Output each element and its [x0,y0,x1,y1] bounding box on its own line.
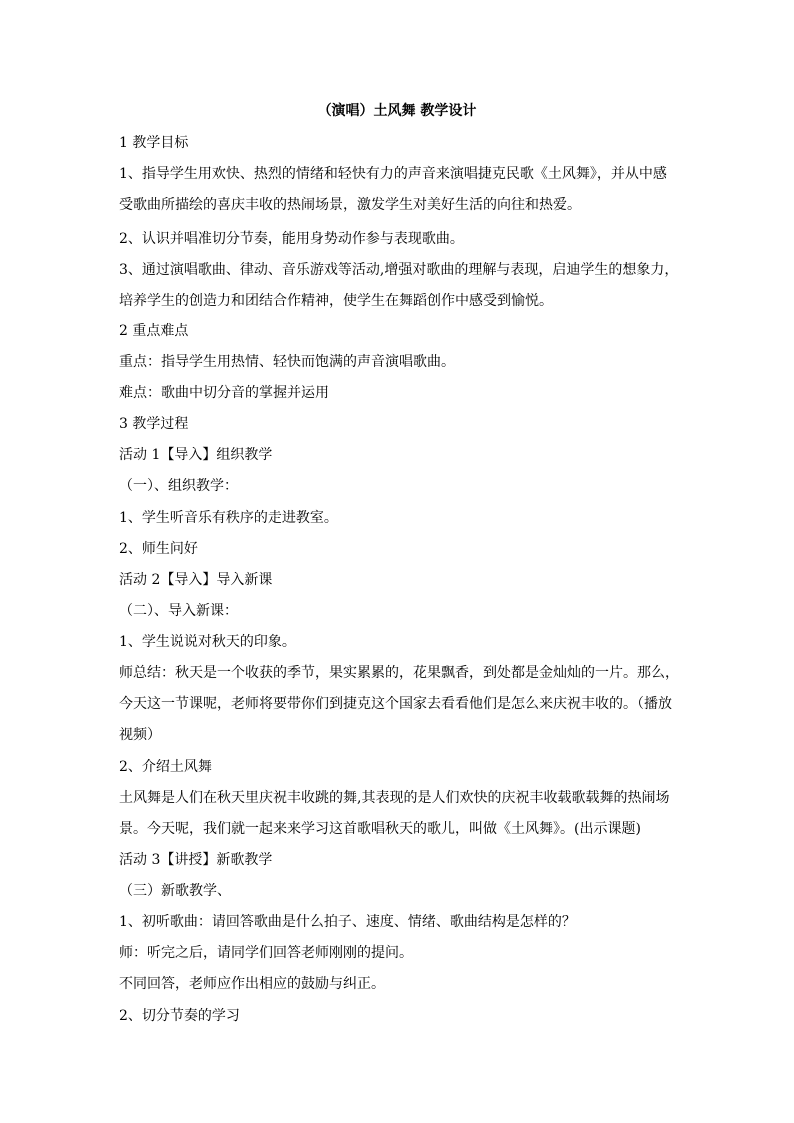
paragraph-line: 1、学生说说对秋天的印象。 [119,634,296,650]
activity-heading: 活动 3【讲授】新歌教学 [119,852,273,868]
paragraph-line: 不同回答，老师应作出相应的鼓励与纠正。 [119,976,385,992]
section-heading-key-points: 2 重点难点 [119,323,189,339]
paragraph-line: （二）、导入新课： [119,603,238,619]
paragraph-line: （三）新歌教学、 [119,883,231,899]
paragraph-line: 1、指导学生用欢快、热烈的情绪和轻快有力的声音来演唱捷克民歌《土风舞》，并从中感 [119,166,667,182]
paragraph-line: 土风舞是人们在秋天里庆祝丰收跳的舞,其表现的是人们欢快的庆祝丰收载歌载舞的热闹场 [119,790,670,806]
paragraph-line: 难点：歌曲中切分音的掌握并运用 [119,385,329,401]
paragraph-line: 1、初听歌曲：请回答歌曲是什么拍子、速度、情绪、歌曲结构是怎样的？ [119,914,576,930]
section-heading-objectives: 1 教学目标 [119,135,189,151]
paragraph-line: 2、认识并唱准切分节奏，能用身势动作参与表现歌曲。 [119,231,464,247]
paragraph-line: （一）、组织教学： [119,478,238,494]
paragraph-line: 重点：指导学生用热情、轻快而饱满的声音演唱歌曲。 [119,354,455,370]
paragraph-line: 景。今天呢，我们就一起来来学习这首歌唱秋天的歌儿，叫做《土风舞》。(出示课题) [119,821,641,837]
paragraph-line: 2、切分节奏的学习 [119,1008,240,1024]
activity-heading: 活动 1【导入】组织教学 [119,447,273,463]
paragraph-line: 2、介绍土风舞 [119,759,212,775]
paragraph-line: 今天这一节课呢，老师将要带你们到捷克这个国家去看看他们是怎么来庆祝丰收的。（播放 [119,696,672,712]
paragraph-line: 培养学生的创造力和团结合作精神，使学生在舞蹈创作中感受到愉悦。 [119,293,553,309]
paragraph-line: 受歌曲所描绘的喜庆丰收的热闹场景，激发学生对美好生活的向往和热爱。 [119,197,581,213]
paragraph-line: 师：听完之后，请同学们回答老师刚刚的提问。 [119,945,413,961]
paragraph-line: 师总结：秋天是一个收获的季节，果实累累的，花果飘香，到处都是金灿灿的一片。那么， [119,665,679,681]
paragraph-line: 1、学生听音乐有秩序的走进教室。 [119,510,338,526]
paragraph-line: 视频） [119,727,161,743]
paragraph-line: 2、师生问好 [119,541,198,557]
section-heading-process: 3 教学过程 [119,416,189,432]
document-title: （演唱）土风舞 教学设计 [317,103,477,119]
paragraph-line: 3、通过演唱歌曲、律动、音乐游戏等活动,增强对歌曲的理解与表现，启迪学生的想象力， [119,262,679,278]
activity-heading: 活动 2【导入】导入新课 [119,572,273,588]
